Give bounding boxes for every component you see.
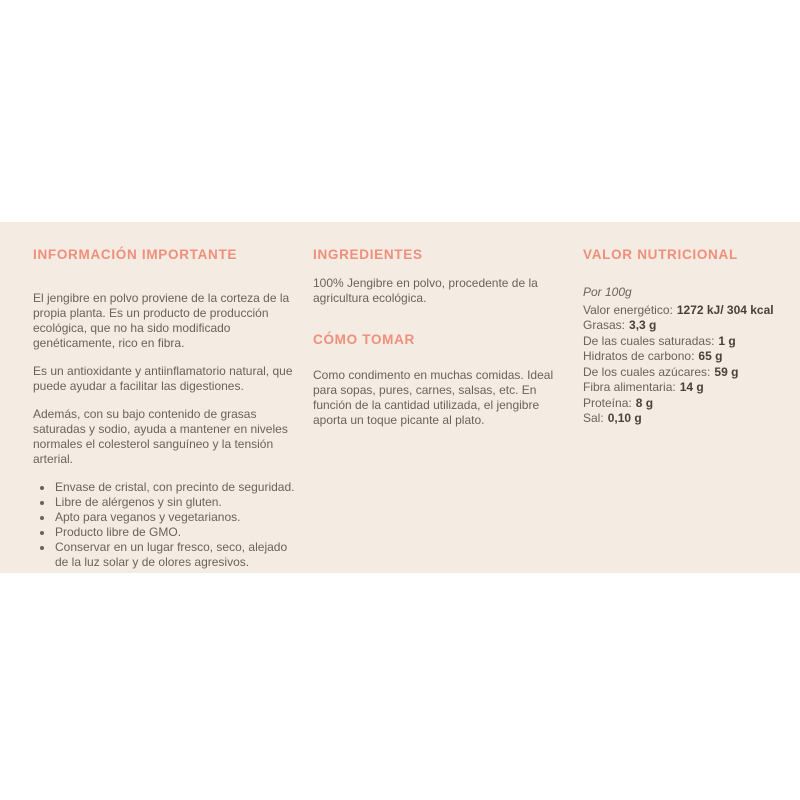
nutrition-label: Valor energético:: [583, 302, 673, 317]
nutrition-row: [583, 303, 783, 319]
nutrition-value: 1272 kJ/ 304 kcal: [676, 302, 774, 317]
info-paragraph: Es un antioxidante y antiinflamatorio natural, que puede ayudar a facilitar las digestiones.: [33, 364, 293, 393]
nutrition-label: Grasas:: [583, 318, 626, 332]
nutrition-label: De las cuales saturadas:: [583, 333, 715, 348]
nutrition-label: Proteína:: [583, 395, 632, 410]
info-bullet: • Envase de cristal, con precinto de seguridad.: [54, 480, 299, 495]
info-bullet: • Apto para veganos y vegetarianos.: [54, 510, 299, 525]
info-paragraph: Además, con su bajo contenido de grasas saturadas y sodio, ayuda a mantener en niveles normales el colesterol sanguíneo y la tensión arterial.: [33, 407, 288, 466]
nutrition-row: [583, 334, 783, 350]
nutrition-label: De los cuales azúcares:: [583, 364, 711, 379]
ingredients-section: [313, 247, 557, 428]
nutrition-value: 3,3 g: [629, 318, 657, 332]
serving-size: Por 100g: [583, 285, 632, 299]
nutrition-table: [583, 303, 783, 427]
nutrition-label: Sal:: [583, 411, 604, 425]
important-info-paragraphs: [33, 291, 299, 467]
nutrition-row: [583, 349, 783, 365]
nutrition-row: [583, 411, 783, 427]
nutrition-row: [583, 318, 783, 334]
nutrition-section: [583, 247, 783, 427]
info-paragraph: El jengibre en polvo proviene de la corteza de la propia planta. Es un producto de producción ecológica, que no ha sido modificado genéticamente, rico en fibra.: [33, 291, 290, 350]
nutrition-value: 59 g: [714, 364, 739, 379]
how-to-take-title: CÓMO TOMAR: [313, 332, 415, 347]
nutrition-value: 65 g: [698, 349, 723, 363]
info-bullet: • Producto libre de GMO.: [54, 525, 299, 540]
nutrition-label: Hidratos de carbono:: [583, 349, 695, 363]
ingredients-text: 100% Jengibre en polvo, procedente de la agricultura ecológica.: [313, 276, 538, 305]
nutrition-value: 0,10 g: [607, 411, 642, 425]
important-info-bullet-list: [33, 480, 299, 570]
info-bullet: • Conservar en un lugar fresco, seco, alejado de la luz solar y de olores agresivos.: [54, 540, 299, 570]
nutrition-title: VALOR NUTRICIONAL: [583, 247, 738, 262]
ingredients-title: INGREDIENTES: [313, 247, 423, 262]
important-info-title: INFORMACIÓN IMPORTANTE: [33, 247, 238, 262]
nutrition-row: [583, 396, 783, 412]
nutrition-row: [583, 380, 783, 396]
nutrition-value: 8 g: [635, 395, 654, 410]
nutrition-value: 1 g: [718, 333, 736, 348]
nutrition-row: [583, 365, 783, 381]
how-to-take-text: Como condimento en muchas comidas. Ideal para sopas, pures, carnes, salsas, etc. En función de la cantidad utilizada, el jengibre aporta un toque picante al plato.: [313, 368, 554, 427]
product-info-panel: [0, 222, 800, 573]
info-bullet: • Libre de alérgenos y sin gluten.: [54, 495, 299, 510]
important-info-section: [33, 247, 299, 570]
nutrition-value: 14 g: [679, 380, 704, 394]
nutrition-label: Fibra alimentaria:: [583, 380, 676, 394]
